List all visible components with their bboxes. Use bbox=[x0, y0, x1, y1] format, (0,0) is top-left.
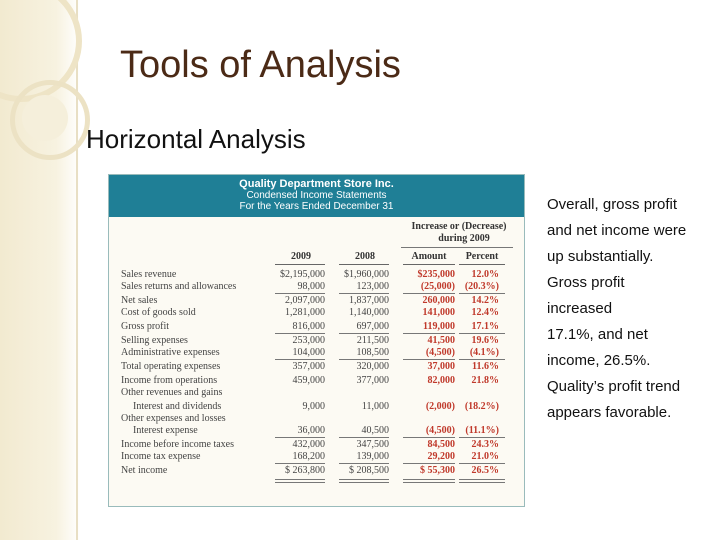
cell-percent: (4.1%) bbox=[469, 347, 499, 358]
column-header-2009: 2009 bbox=[291, 251, 311, 262]
row-label: Income tax expense bbox=[121, 451, 201, 462]
table-rule bbox=[275, 333, 325, 334]
cell-percent: 17.1% bbox=[471, 321, 499, 332]
row-label: Sales revenue bbox=[121, 269, 177, 280]
cell-2009: 357,000 bbox=[292, 361, 325, 372]
slide-title: Tools of Analysis bbox=[120, 44, 401, 86]
table-rule bbox=[403, 482, 455, 483]
cell-amount: (4,500) bbox=[425, 347, 455, 358]
table-rule bbox=[459, 293, 505, 294]
cell-percent: 11.6% bbox=[472, 361, 499, 372]
table-rule bbox=[339, 293, 389, 294]
table-rule bbox=[339, 437, 389, 438]
cell-2008: $ 208,500 bbox=[349, 465, 389, 476]
commentary-line: Overall, gross profit bbox=[547, 196, 678, 213]
table-row bbox=[109, 465, 524, 477]
column-header-rule bbox=[403, 264, 455, 265]
cell-2009: $2,195,000 bbox=[280, 269, 325, 280]
cell-percent: (18.2%) bbox=[464, 401, 499, 412]
cell-amount: 260,000 bbox=[422, 295, 455, 306]
row-label: Sales returns and allowances bbox=[121, 281, 237, 292]
row-label: Total operating expenses bbox=[121, 361, 221, 372]
income-statement-table bbox=[108, 174, 525, 507]
row-label: Interest expense bbox=[133, 425, 198, 436]
table-row bbox=[109, 413, 524, 425]
table-body bbox=[109, 217, 524, 506]
cell-percent: 19.6% bbox=[471, 335, 499, 346]
cell-2009: 432,000 bbox=[292, 439, 325, 450]
table-rule bbox=[459, 479, 505, 480]
commentary-line: up substantially. bbox=[547, 248, 654, 265]
table-row bbox=[109, 281, 524, 293]
cell-2008: 108,500 bbox=[356, 347, 389, 358]
decorative-swirl bbox=[22, 95, 68, 141]
row-label: Interest and dividends bbox=[133, 401, 222, 412]
row-label: Selling expenses bbox=[121, 335, 188, 346]
table-rule bbox=[403, 359, 455, 360]
statement-period: For the Years Ended December 31 bbox=[239, 201, 394, 212]
cell-2008: 123,000 bbox=[356, 281, 389, 292]
table-row bbox=[109, 451, 524, 463]
statement-name: Condensed Income Statements bbox=[246, 190, 387, 201]
row-label: Net sales bbox=[121, 295, 158, 306]
row-label: Other revenues and gains bbox=[121, 387, 223, 398]
commentary-line: Gross profit bbox=[547, 274, 625, 291]
cell-2009: 253,000 bbox=[292, 335, 325, 346]
table-rule bbox=[275, 293, 325, 294]
row-label: Administrative expenses bbox=[121, 347, 220, 358]
table-rule bbox=[275, 479, 325, 480]
column-header-rule bbox=[275, 264, 325, 265]
table-rule bbox=[459, 359, 505, 360]
cell-amount: 82,000 bbox=[427, 375, 455, 386]
cell-amount: $ 55,300 bbox=[420, 465, 455, 476]
table-rule bbox=[403, 463, 455, 464]
cell-2009: 459,000 bbox=[292, 375, 325, 386]
column-header-rule bbox=[459, 264, 505, 265]
cell-2009: 168,200 bbox=[292, 451, 325, 462]
table-row bbox=[109, 269, 524, 281]
cell-2008: 211,500 bbox=[356, 335, 389, 346]
table-rule bbox=[403, 479, 455, 480]
table-rule bbox=[275, 463, 325, 464]
commentary-line: appears favorable. bbox=[547, 404, 672, 421]
column-header-percent: Percent bbox=[465, 251, 499, 262]
table-rule bbox=[403, 437, 455, 438]
cell-2009: 98,000 bbox=[297, 281, 325, 292]
table-row bbox=[109, 387, 524, 399]
table-rule bbox=[339, 463, 389, 464]
cell-2008: 1,837,000 bbox=[349, 295, 389, 306]
commentary-text bbox=[547, 192, 719, 426]
change-group-header bbox=[399, 221, 519, 245]
column-header-2008: 2008 bbox=[355, 251, 375, 262]
group-header-rule bbox=[401, 247, 513, 248]
cell-amount: 141,000 bbox=[422, 307, 455, 318]
company-name: Quality Department Store Inc. bbox=[239, 178, 394, 190]
cell-2008: 347,500 bbox=[356, 439, 389, 450]
cell-percent: 12.4% bbox=[471, 307, 499, 318]
cell-percent: 24.3% bbox=[471, 439, 499, 450]
table-rule bbox=[459, 482, 505, 483]
cell-amount: 119,000 bbox=[423, 321, 455, 332]
cell-2009: 2,097,000 bbox=[285, 295, 325, 306]
table-rule bbox=[339, 333, 389, 334]
table-rule bbox=[275, 437, 325, 438]
table-row bbox=[109, 375, 524, 387]
table-rule bbox=[275, 482, 325, 483]
cell-percent: 26.5% bbox=[471, 465, 499, 476]
cell-percent: (11.1%) bbox=[465, 425, 499, 436]
row-label: Income before income taxes bbox=[121, 439, 235, 450]
table-row bbox=[109, 295, 524, 307]
row-label: Net income bbox=[121, 465, 168, 476]
table-row bbox=[109, 401, 524, 413]
cell-amount: (25,000) bbox=[420, 281, 455, 292]
cell-2008: 139,000 bbox=[356, 451, 389, 462]
commentary-line: and net income were bbox=[547, 222, 687, 239]
cell-2009: 1,281,000 bbox=[285, 307, 325, 318]
cell-amount: 41,500 bbox=[427, 335, 455, 346]
cell-2009: 816,000 bbox=[292, 321, 325, 332]
change-group-header-line2: during 2009 bbox=[438, 233, 490, 244]
row-label: Income from operations bbox=[121, 375, 218, 386]
cell-percent: 21.0% bbox=[471, 451, 499, 462]
row-label: Other expenses and losses bbox=[121, 413, 226, 424]
row-label: Gross profit bbox=[121, 321, 170, 332]
table-rule bbox=[403, 333, 455, 334]
table-row bbox=[109, 439, 524, 451]
cell-amount: (2,000) bbox=[425, 401, 455, 412]
cell-2008: 377,000 bbox=[356, 375, 389, 386]
cell-amount: (4,500) bbox=[425, 425, 455, 436]
table-rule bbox=[339, 482, 389, 483]
cell-percent: (20.3%) bbox=[464, 281, 499, 292]
table-row bbox=[109, 361, 524, 373]
slide-subtitle: Horizontal Analysis bbox=[86, 124, 306, 154]
table-row bbox=[109, 321, 524, 333]
cell-amount: 37,000 bbox=[427, 361, 455, 372]
table-rule bbox=[403, 293, 455, 294]
table-rule bbox=[459, 333, 505, 334]
table-row bbox=[109, 335, 524, 347]
table-rule bbox=[339, 479, 389, 480]
cell-amount: $235,000 bbox=[417, 269, 455, 280]
decorative-band-edge bbox=[76, 0, 78, 540]
column-header-amount: Amount bbox=[411, 251, 447, 262]
cell-2008: $1,960,000 bbox=[344, 269, 389, 280]
cell-2008: 11,000 bbox=[361, 401, 389, 412]
table-rule bbox=[339, 359, 389, 360]
commentary-line: income, 26.5%. bbox=[547, 352, 651, 369]
commentary-line: 17.1%, and net bbox=[547, 326, 648, 343]
cell-amount: 84,500 bbox=[427, 439, 455, 450]
table-header bbox=[109, 175, 524, 217]
cell-amount: 29,200 bbox=[427, 451, 455, 462]
cell-percent: 12.0% bbox=[471, 269, 499, 280]
cell-2008: 320,000 bbox=[356, 361, 389, 372]
commentary-line: increased bbox=[547, 300, 613, 317]
table-rule bbox=[459, 463, 505, 464]
table-row bbox=[109, 425, 524, 437]
table-row bbox=[109, 347, 524, 359]
cell-2009: 104,000 bbox=[292, 347, 325, 358]
cell-2008: 697,000 bbox=[356, 321, 389, 332]
commentary-line: Quality’s profit trend bbox=[547, 378, 681, 395]
row-label: Cost of goods sold bbox=[121, 307, 196, 318]
table-row bbox=[109, 307, 524, 319]
column-header-rule bbox=[339, 264, 389, 265]
cell-2008: 40,500 bbox=[361, 425, 389, 436]
cell-percent: 14.2% bbox=[471, 295, 499, 306]
cell-2008: 1,140,000 bbox=[349, 307, 389, 318]
table-rule bbox=[275, 359, 325, 360]
cell-2009: 9,000 bbox=[302, 401, 325, 412]
cell-percent: 21.8% bbox=[471, 375, 499, 386]
table-rule bbox=[459, 437, 505, 438]
cell-2009: 36,000 bbox=[297, 425, 325, 436]
cell-2009: $ 263,800 bbox=[285, 465, 325, 476]
change-group-header-line1: Increase or (Decrease) bbox=[411, 221, 507, 232]
